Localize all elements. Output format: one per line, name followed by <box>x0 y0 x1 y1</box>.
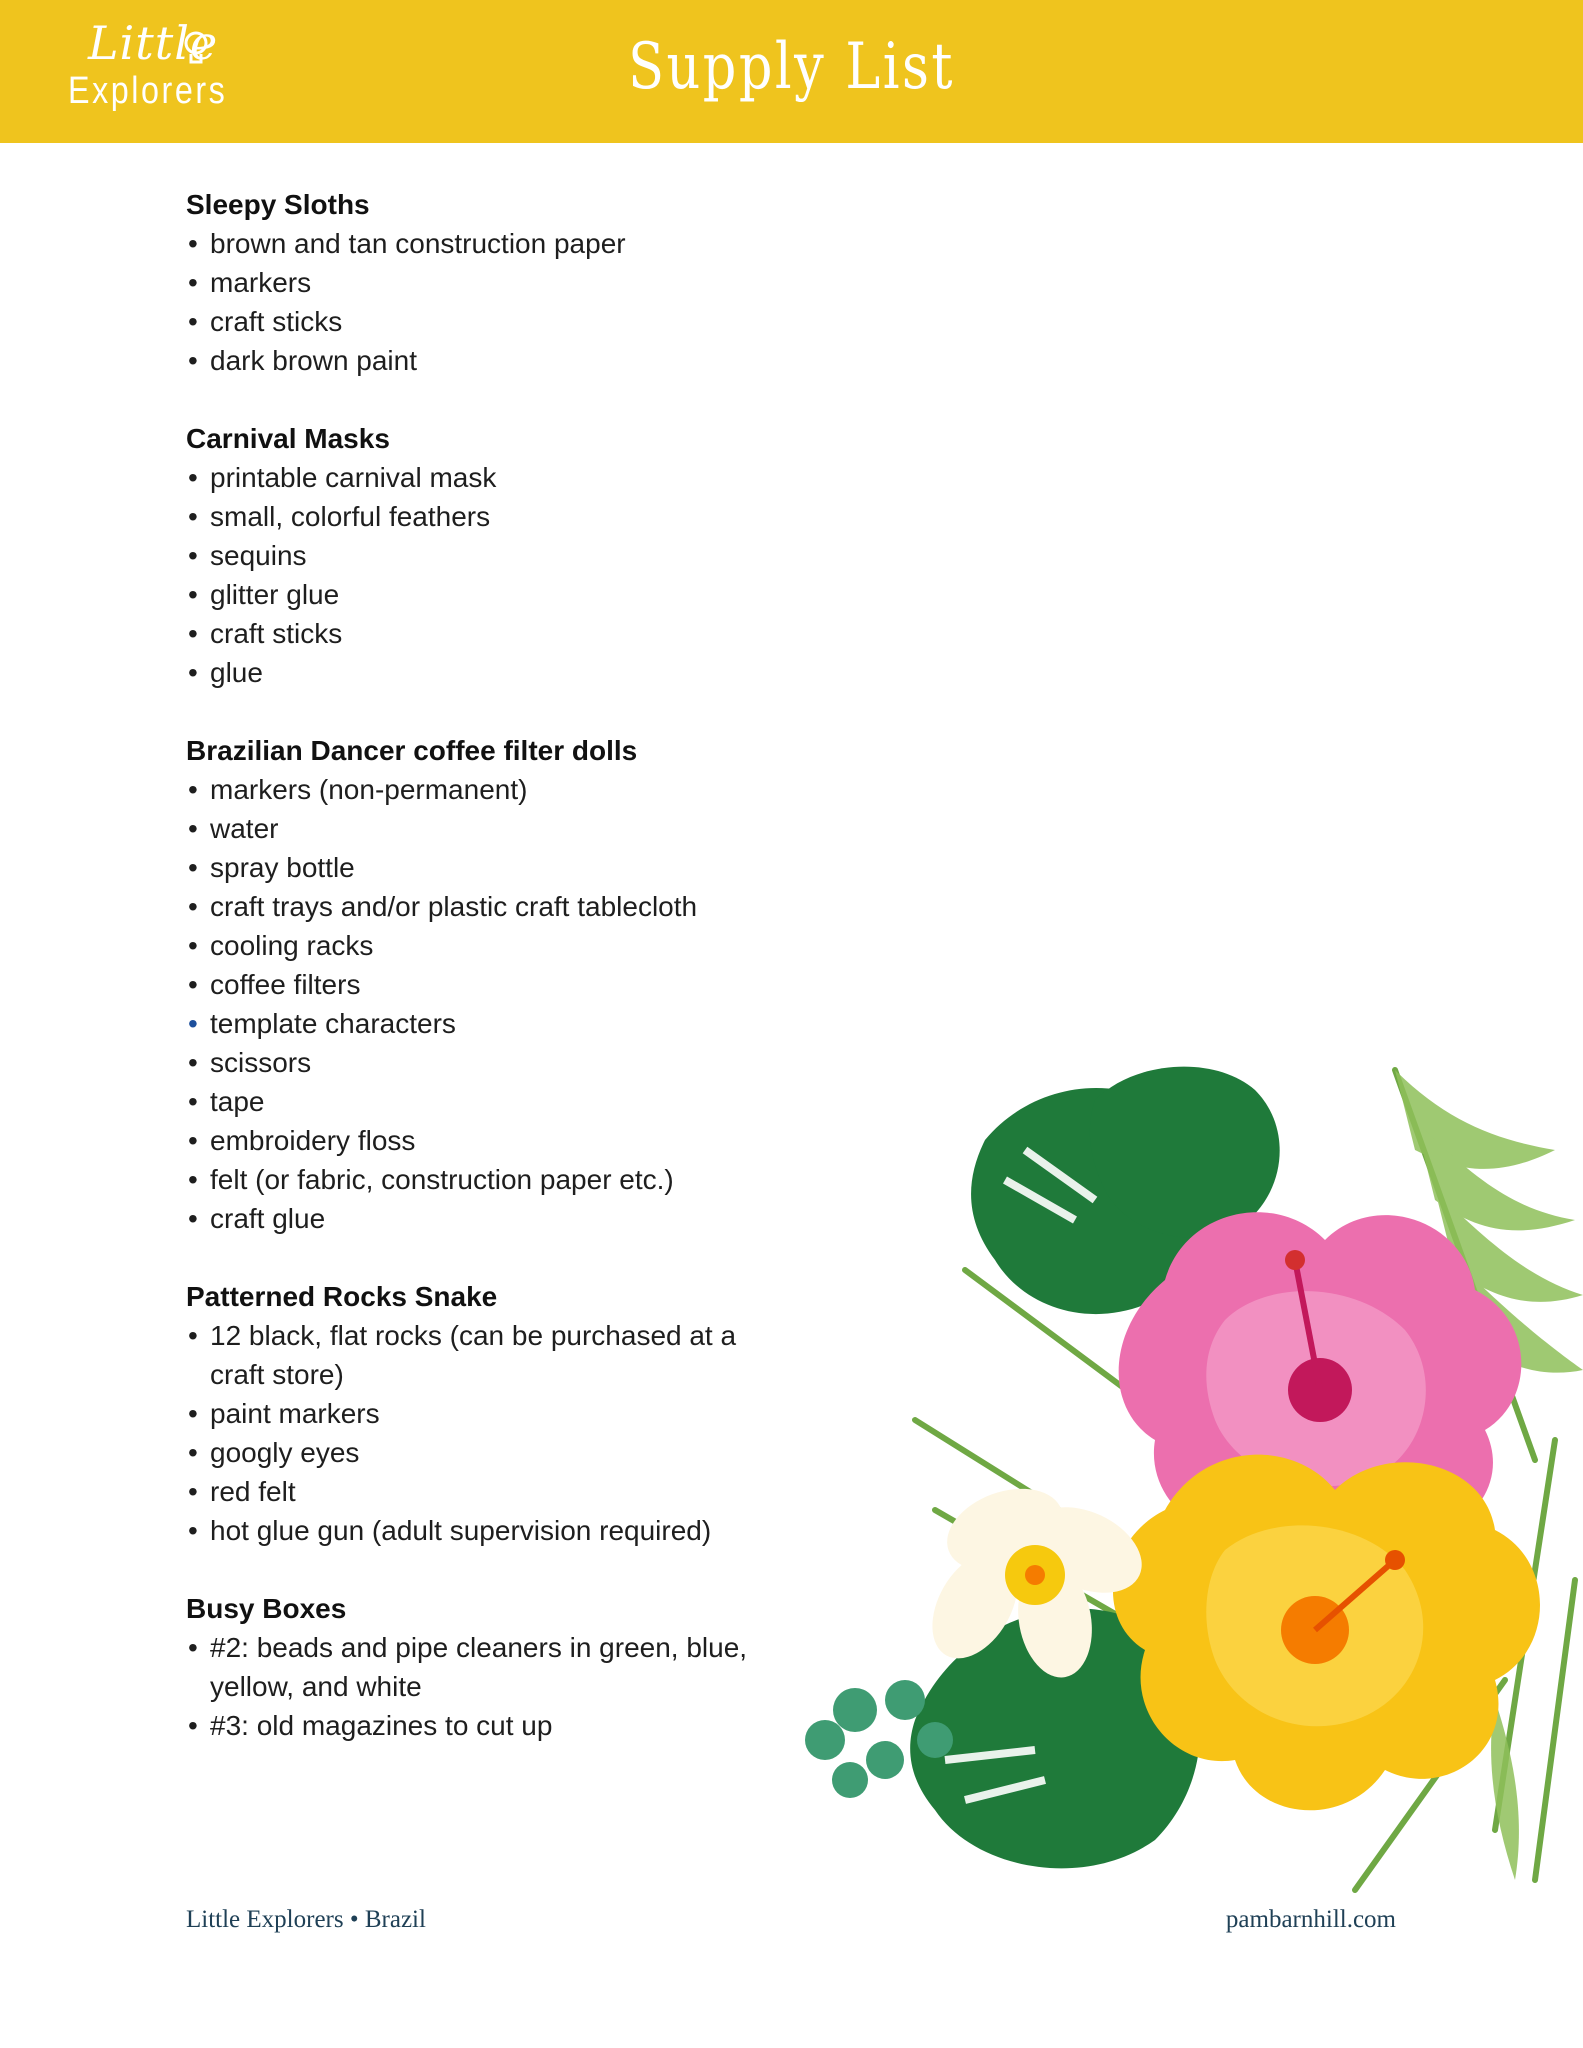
logo-line-1: Little <box>88 16 219 70</box>
bullet-icon: • <box>188 852 198 883</box>
supply-item-text: craft sticks <box>210 618 343 649</box>
bullet-icon: • <box>188 891 198 922</box>
supply-section <box>186 1589 786 1745</box>
supply-item <box>186 848 786 887</box>
supply-item-text: brown and tan construction paper <box>210 228 626 259</box>
supply-item <box>186 458 786 497</box>
supply-item <box>186 1043 786 1082</box>
supply-item <box>186 1394 786 1433</box>
bullet-icon: • <box>188 1320 198 1351</box>
bullet-icon: • <box>188 228 198 259</box>
bullet-icon: • <box>188 969 198 1000</box>
bullet-icon: • <box>188 813 198 844</box>
supply-item <box>186 770 786 809</box>
footer-left-text: Little Explorers • Brazil <box>186 1906 426 1933</box>
bullet-icon: • <box>188 657 198 688</box>
bullet-icon: • <box>188 267 198 298</box>
supply-item-text: #2: beads and pipe cleaners in green, blue, yellow, and white <box>210 1632 748 1702</box>
supply-items-list <box>186 224 786 380</box>
supply-item-text: hot glue gun (adult supervision required) <box>210 1515 712 1546</box>
supply-item-text: tape <box>210 1086 265 1117</box>
supply-items-list <box>186 1316 786 1550</box>
supply-item <box>186 965 786 1004</box>
supply-item <box>186 1316 786 1394</box>
supply-item-text: scissors <box>210 1047 312 1078</box>
supply-item <box>186 653 786 692</box>
footer-website: pambarnhill.com <box>1225 1906 1396 1933</box>
supply-item <box>186 1199 786 1238</box>
supply-item-text: craft glue <box>210 1203 326 1234</box>
supply-item <box>186 1628 786 1706</box>
supply-item <box>186 341 786 380</box>
supply-item-text: cooling racks <box>210 930 374 961</box>
page-title: Supply List <box>628 30 955 104</box>
supply-item <box>186 926 786 965</box>
supply-item <box>186 809 786 848</box>
section-heading: Busy Boxes <box>186 1593 347 1624</box>
supply-item-text: red felt <box>210 1476 296 1507</box>
supply-item <box>186 1706 786 1745</box>
bullet-icon: • <box>188 1203 198 1234</box>
supply-item <box>186 224 786 263</box>
supply-item <box>186 1082 786 1121</box>
supply-item-text: markers (non-permanent) <box>210 774 528 805</box>
supply-item <box>186 1511 786 1550</box>
tropical-flower-illustration <box>795 1060 1583 1900</box>
supply-item <box>186 263 786 302</box>
supply-item-text: printable carnival mask <box>210 462 497 493</box>
bullet-icon: • <box>188 930 198 961</box>
supply-item <box>186 887 786 926</box>
bullet-icon: • <box>188 1008 198 1039</box>
section-heading: Sleepy Sloths <box>186 189 370 220</box>
supply-item <box>186 497 786 536</box>
supply-items-list <box>186 1628 786 1745</box>
supply-item-text: googly eyes <box>210 1437 360 1468</box>
supply-item-text: spray bottle <box>210 852 355 883</box>
bullet-icon: • <box>188 540 198 571</box>
bullet-icon: • <box>188 501 198 532</box>
supply-section <box>186 185 786 380</box>
bullet-icon: • <box>188 1476 198 1507</box>
bullet-icon: • <box>188 774 198 805</box>
supply-item-text: glitter glue <box>210 579 340 610</box>
logo-line-2: Explorers <box>68 70 228 112</box>
supply-list <box>186 185 786 1784</box>
bullet-icon: • <box>188 1398 198 1429</box>
supply-item <box>186 614 786 653</box>
supply-item <box>186 1160 786 1199</box>
supply-item-text: felt (or fabric, construction paper etc.) <box>210 1164 674 1195</box>
bullet-icon: • <box>188 1515 198 1546</box>
supply-items-list <box>186 458 786 692</box>
section-heading: Brazilian Dancer coffee filter dolls <box>186 735 638 766</box>
supply-item-text: sequins <box>210 540 307 571</box>
bullet-icon: • <box>188 1710 198 1741</box>
supply-item-text: dark brown paint <box>210 345 418 376</box>
bullet-icon: • <box>188 462 198 493</box>
page-header <box>0 0 1583 143</box>
supply-item-text: craft sticks <box>210 306 343 337</box>
supply-item-text: glue <box>210 657 263 688</box>
bullet-icon: • <box>188 1437 198 1468</box>
bullet-icon: • <box>188 618 198 649</box>
supply-item-text: craft trays and/or plastic craft tablecloth <box>210 891 698 922</box>
supply-item-text: template characters <box>210 1008 456 1039</box>
bullet-icon: • <box>188 1164 198 1195</box>
supply-item-text: embroidery floss <box>210 1125 416 1156</box>
supply-item <box>186 575 786 614</box>
supply-item <box>186 536 786 575</box>
bullet-icon: • <box>188 1086 198 1117</box>
supply-section <box>186 731 786 1238</box>
supply-item-text: 12 black, flat rocks (can be purchased at a craft store) <box>210 1320 737 1390</box>
supply-item <box>186 1472 786 1511</box>
section-heading: Carnival Masks <box>186 423 390 454</box>
supply-item-text: coffee filters <box>210 969 361 1000</box>
supply-item <box>186 1433 786 1472</box>
bullet-icon: • <box>188 345 198 376</box>
bullet-icon: • <box>188 306 198 337</box>
supply-item <box>186 1004 786 1043</box>
supply-item-text: #3: old magazines to cut up <box>210 1710 553 1741</box>
supply-item-text: small, colorful feathers <box>210 501 491 532</box>
supply-item <box>186 1121 786 1160</box>
bullet-icon: • <box>188 579 198 610</box>
supply-section <box>186 1277 786 1550</box>
supply-items-list <box>186 770 786 1238</box>
supply-item-text: markers <box>210 267 312 298</box>
bullet-icon: • <box>188 1125 198 1156</box>
bullet-icon: • <box>188 1047 198 1078</box>
supply-item <box>186 302 786 341</box>
section-heading: Patterned Rocks Snake <box>186 1281 498 1312</box>
supply-section <box>186 419 786 692</box>
bullet-icon: • <box>188 1632 198 1663</box>
supply-item-text: water <box>210 813 279 844</box>
supply-item-text: paint markers <box>210 1398 380 1429</box>
